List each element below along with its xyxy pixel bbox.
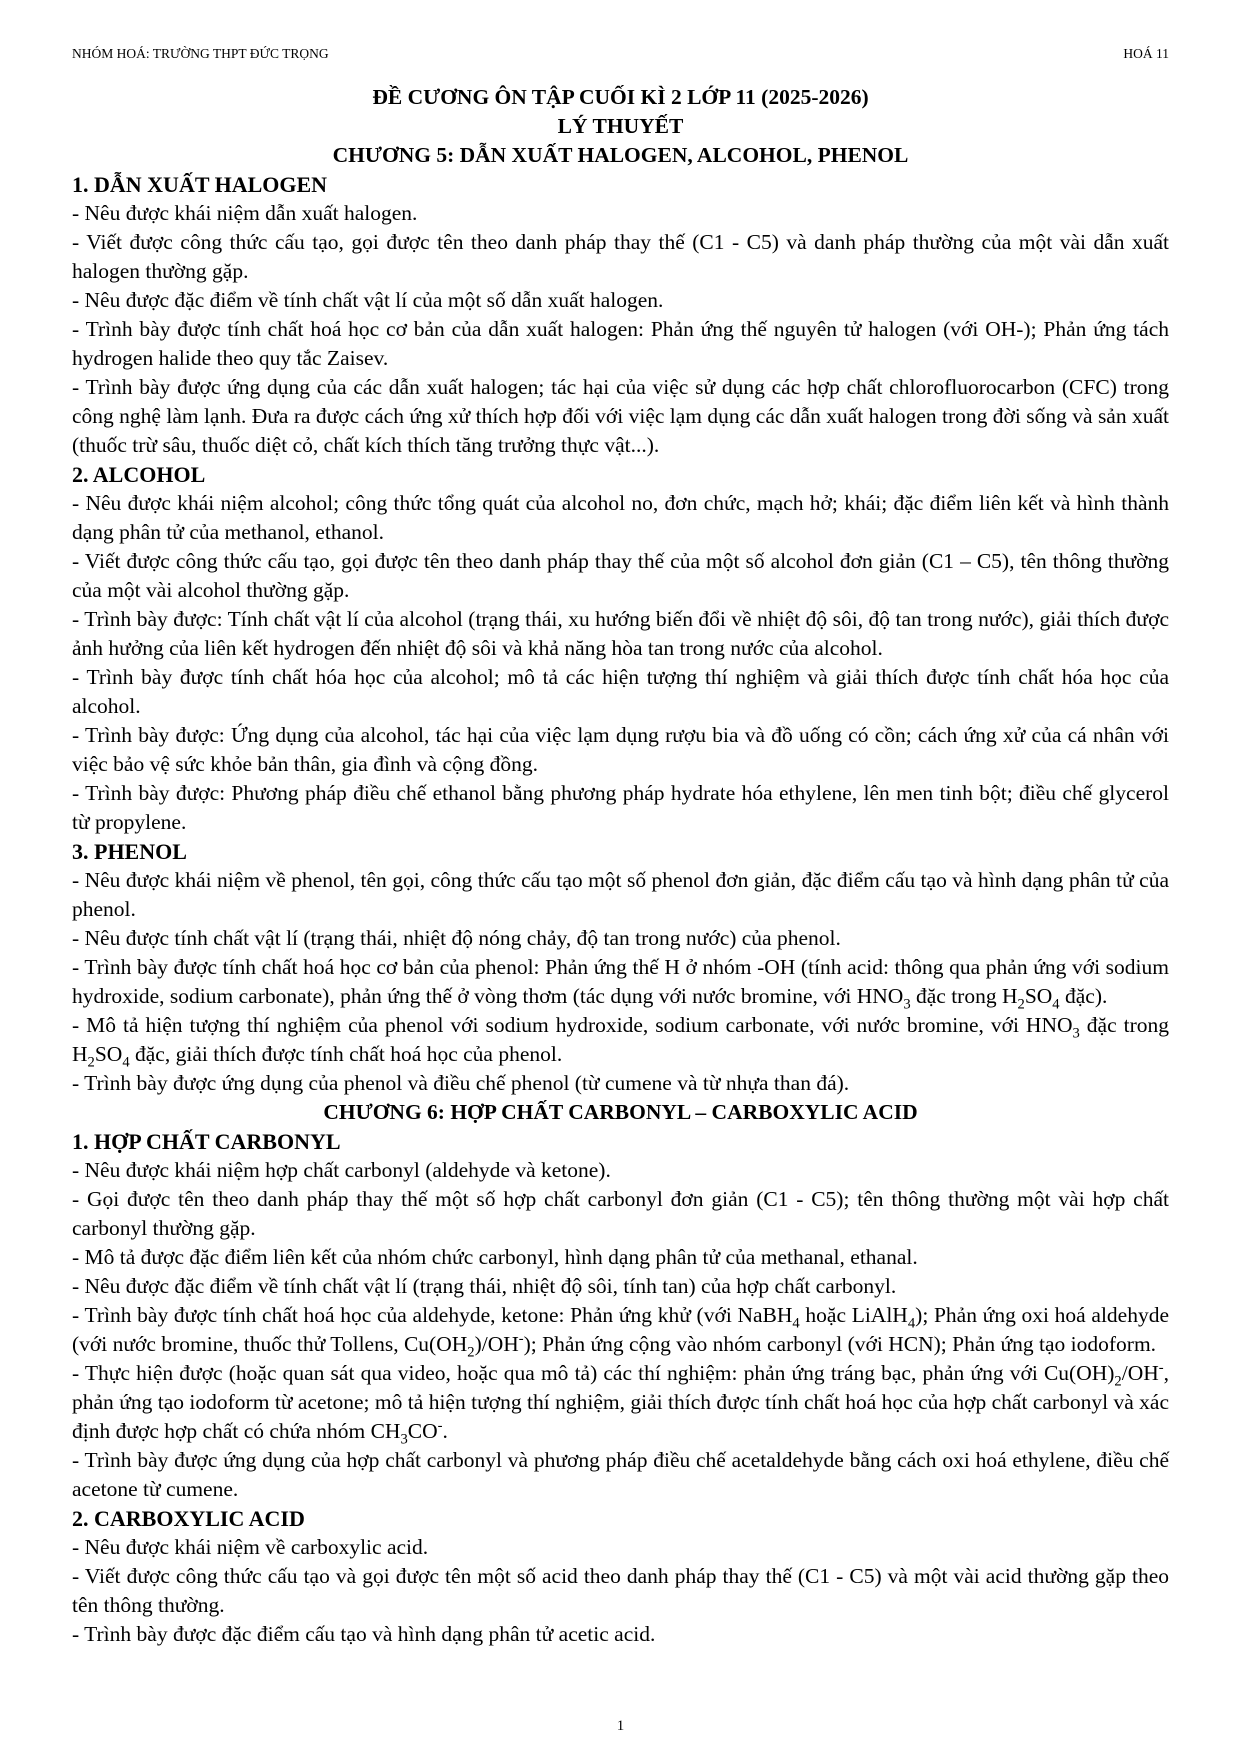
- halogen-item: - Nêu được đặc điểm về tính chất vật lí của một số dẫn xuất halogen.: [72, 288, 664, 312]
- halogen-item: - Trình bày được tính chất hoá học cơ bản của dẫn xuất halogen: Phản ứng thế nguyên tử halogen (với OH-); Phản ứng tách hydrogen halide theo quy tắc Zaisev.: [72, 317, 1169, 370]
- carboxylic-item: - Trình bày được đặc điểm cấu tạo và hình dạng phân tử acetic acid.: [72, 1622, 656, 1646]
- carbonyl-item: - Gọi được tên theo danh pháp thay thế một số hợp chất carbonyl đơn giản (C1 - C5); tên thông thường một vài hợp chất carbonyl thường gặp.: [72, 1187, 1169, 1240]
- document-title: ĐỀ CƯƠNG ÔN TẬP CUỐI KÌ 2 LỚP 11 (2025-2026): [372, 85, 869, 109]
- phenol-item: - Trình bày được tính chất hoá học cơ bản của phenol: Phản ứng thế H ở nhóm -OH (tính acid: thông qua phản ứng với sodium hydroxide, sodium carbonate), phản ứng thế ở vòng thơm (tác dụng với nước bromine, với $HNO_3$ đặc trong $H_2SO_4$ đặc).: [72, 955, 1169, 1013]
- halogen-item: - Viết được công thức cấu tạo, gọi được tên theo danh pháp thay thế (C1 - C5) và danh pháp thường của một vài dẫn xuất halogen thường gặp.: [72, 230, 1169, 283]
- section-halogen-title: 1. DẪN XUẤT HALOGEN: [72, 172, 328, 197]
- phenol-item: - Mô tả hiện tượng thí nghiệm của phenol với sodium hydroxide, sodium carbonate, với nước bromine, với $HNO_3$ đặc trong $H_2SO_4$ đặc, giải thích được tính chất hoá học của phenol.: [72, 1013, 1170, 1071]
- carboxylic-item: - Nêu được khái niệm về carboxylic acid.: [72, 1535, 429, 1559]
- section-carboxylic-title: 2. CARBOXYLIC ACID: [72, 1506, 305, 1531]
- phenol-item: - Trình bày được ứng dụng của phenol và điều chế phenol (từ cumene và từ nhựa than đá).: [72, 1071, 850, 1095]
- carbonyl-item: - Thực hiện được (hoặc quan sát qua video, hoặc qua mô tả) các thí nghiệm: phản ứng tráng bạc, phản ứng với $Cu(OH)_2/OH^-$, phản ứng tạo iodoform từ acetone; mô tả hiện tượng thí nghiệm, giải thích được tính chất hoá học của hợp chất carbonyl và xác định được hợp chất có chứa nhóm $CH_3CO^-$.: [72, 1359, 1169, 1448]
- halogen-item: - Trình bày được ứng dụng của các dẫn xuất halogen; tác hại của việc sử dụng các hợp chất chlorofluorocarbon (CFC) trong công nghệ làm lạnh. Đưa ra được cách ứng xử thích hợp đối với việc lạm dụng các dẫn xuất halogen trong đời sống và sản xuất (thuốc trừ sâu, thuốc diệt cỏ, chất kích thích tăng trưởng thực vật...).: [72, 375, 1169, 457]
- alcohol-item: - Trình bày được tính chất hóa học của alcohol; mô tả các hiện tượng thí nghiệm và giải thích được tính chất hóa học của alcohol.: [72, 665, 1169, 718]
- alcohol-item: - Trình bày được: Phương pháp điều chế ethanol bằng phương pháp hydrate hóa ethylene, lên men tinh bột; điều chế glycerol từ propylene.: [72, 781, 1169, 834]
- page-number: 1: [616, 1718, 625, 1734]
- alcohol-item: - Trình bày được: Ứng dụng của alcohol, tác hại của việc lạm dụng rượu bia và đồ uống có cồn; cách ứng xử của cá nhân với việc bảo vệ sức khỏe bản thân, gia đình và cộng đồng.: [72, 723, 1169, 776]
- document-subtitle: LÝ THUYẾT: [557, 114, 684, 138]
- alcohol-item: - Viết được công thức cấu tạo, gọi được tên theo danh pháp thay thế của một số alcohol đơn giản (C1 – C5), tên thông thường của một vài alcohol thường gặp.: [72, 549, 1169, 602]
- chapter-5-title: CHƯƠNG 5: DẪN XUẤT HALOGEN, ALCOHOL, PHENOL: [332, 143, 909, 167]
- chapter-6-title: CHƯƠNG 6: HỢP CHẤT CARBONYL – CARBOXYLIC ACID: [323, 1100, 918, 1124]
- carbonyl-item: - Trình bày được ứng dụng của hợp chất carbonyl và phương pháp điều chế acetaldehyde bằng cách oxi hoá ethylene, điều chế acetone từ cumene.: [72, 1448, 1169, 1501]
- section-carbonyl-title: 1. HỢP CHẤT CARBONYL: [72, 1129, 341, 1154]
- carbonyl-item: - Nêu được khái niệm hợp chất carbonyl (aldehyde và ketone).: [72, 1158, 611, 1182]
- carboxylic-item: - Viết được công thức cấu tạo và gọi được tên một số acid theo danh pháp thay thế (C1 - C5) và một vài acid thường gặp theo tên thông thường.: [72, 1564, 1169, 1617]
- alcohol-item: - Nêu được khái niệm alcohol; công thức tổng quát của alcohol no, đơn chức, mạch hở; khái; đặc điểm liên kết và hình thành dạng phân tử của methanol, ethanol.: [72, 491, 1169, 544]
- running-header: [72, 46, 1169, 62]
- carbonyl-item: - Mô tả được đặc điểm liên kết của nhóm chức carbonyl, hình dạng phân tử của methanal, ethanal.: [72, 1245, 918, 1269]
- phenol-item: - Nêu được tính chất vật lí (trạng thái, nhiệt độ nóng chảy, độ tan trong nước) của phenol.: [72, 926, 841, 950]
- phenol-item: - Nêu được khái niệm về phenol, tên gọi, công thức cấu tạo một số phenol đơn giản, đặc điểm cấu tạo và hình dạng phân tử của phenol.: [72, 868, 1169, 921]
- document-body: [72, 83, 1169, 1649]
- halogen-item: - Nêu được khái niệm dẫn xuất halogen.: [72, 201, 418, 225]
- header-subject: HOÁ 11: [1123, 46, 1169, 61]
- alcohol-item: - Trình bày được: Tính chất vật lí của alcohol (trạng thái, xu hướng biến đổi về nhiệt độ sôi, độ tan trong nước), giải thích được ảnh hưởng của liên kết hydrogen đến nhiệt độ sôi và khả năng hòa tan trong nước của alcohol.: [72, 607, 1169, 660]
- carbonyl-item: - Trình bày được tính chất hoá học của aldehyde, ketone: Phản ứng khử (với NaBH$_4$ hoặc LiAlH$_4$); Phản ứng oxi hoá aldehyde (với nước bromine, thuốc thử Tollens, $Cu(OH_2)/OH^-$); Phản ứng cộng vào nhóm carbonyl (với HCN); Phản ứng tạo iodoform.: [72, 1303, 1170, 1361]
- section-phenol-title: 3. PHENOL: [72, 839, 187, 864]
- header-school: NHÓM HOÁ: TRƯỜNG THPT ĐỨC TRỌNG: [72, 46, 329, 61]
- carbonyl-item: - Nêu được đặc điểm về tính chất vật lí (trạng thái, nhiệt độ sôi, tính tan) của hợp chất carbonyl.: [72, 1274, 897, 1298]
- section-alcohol-title: 2. ALCOHOL: [72, 462, 206, 487]
